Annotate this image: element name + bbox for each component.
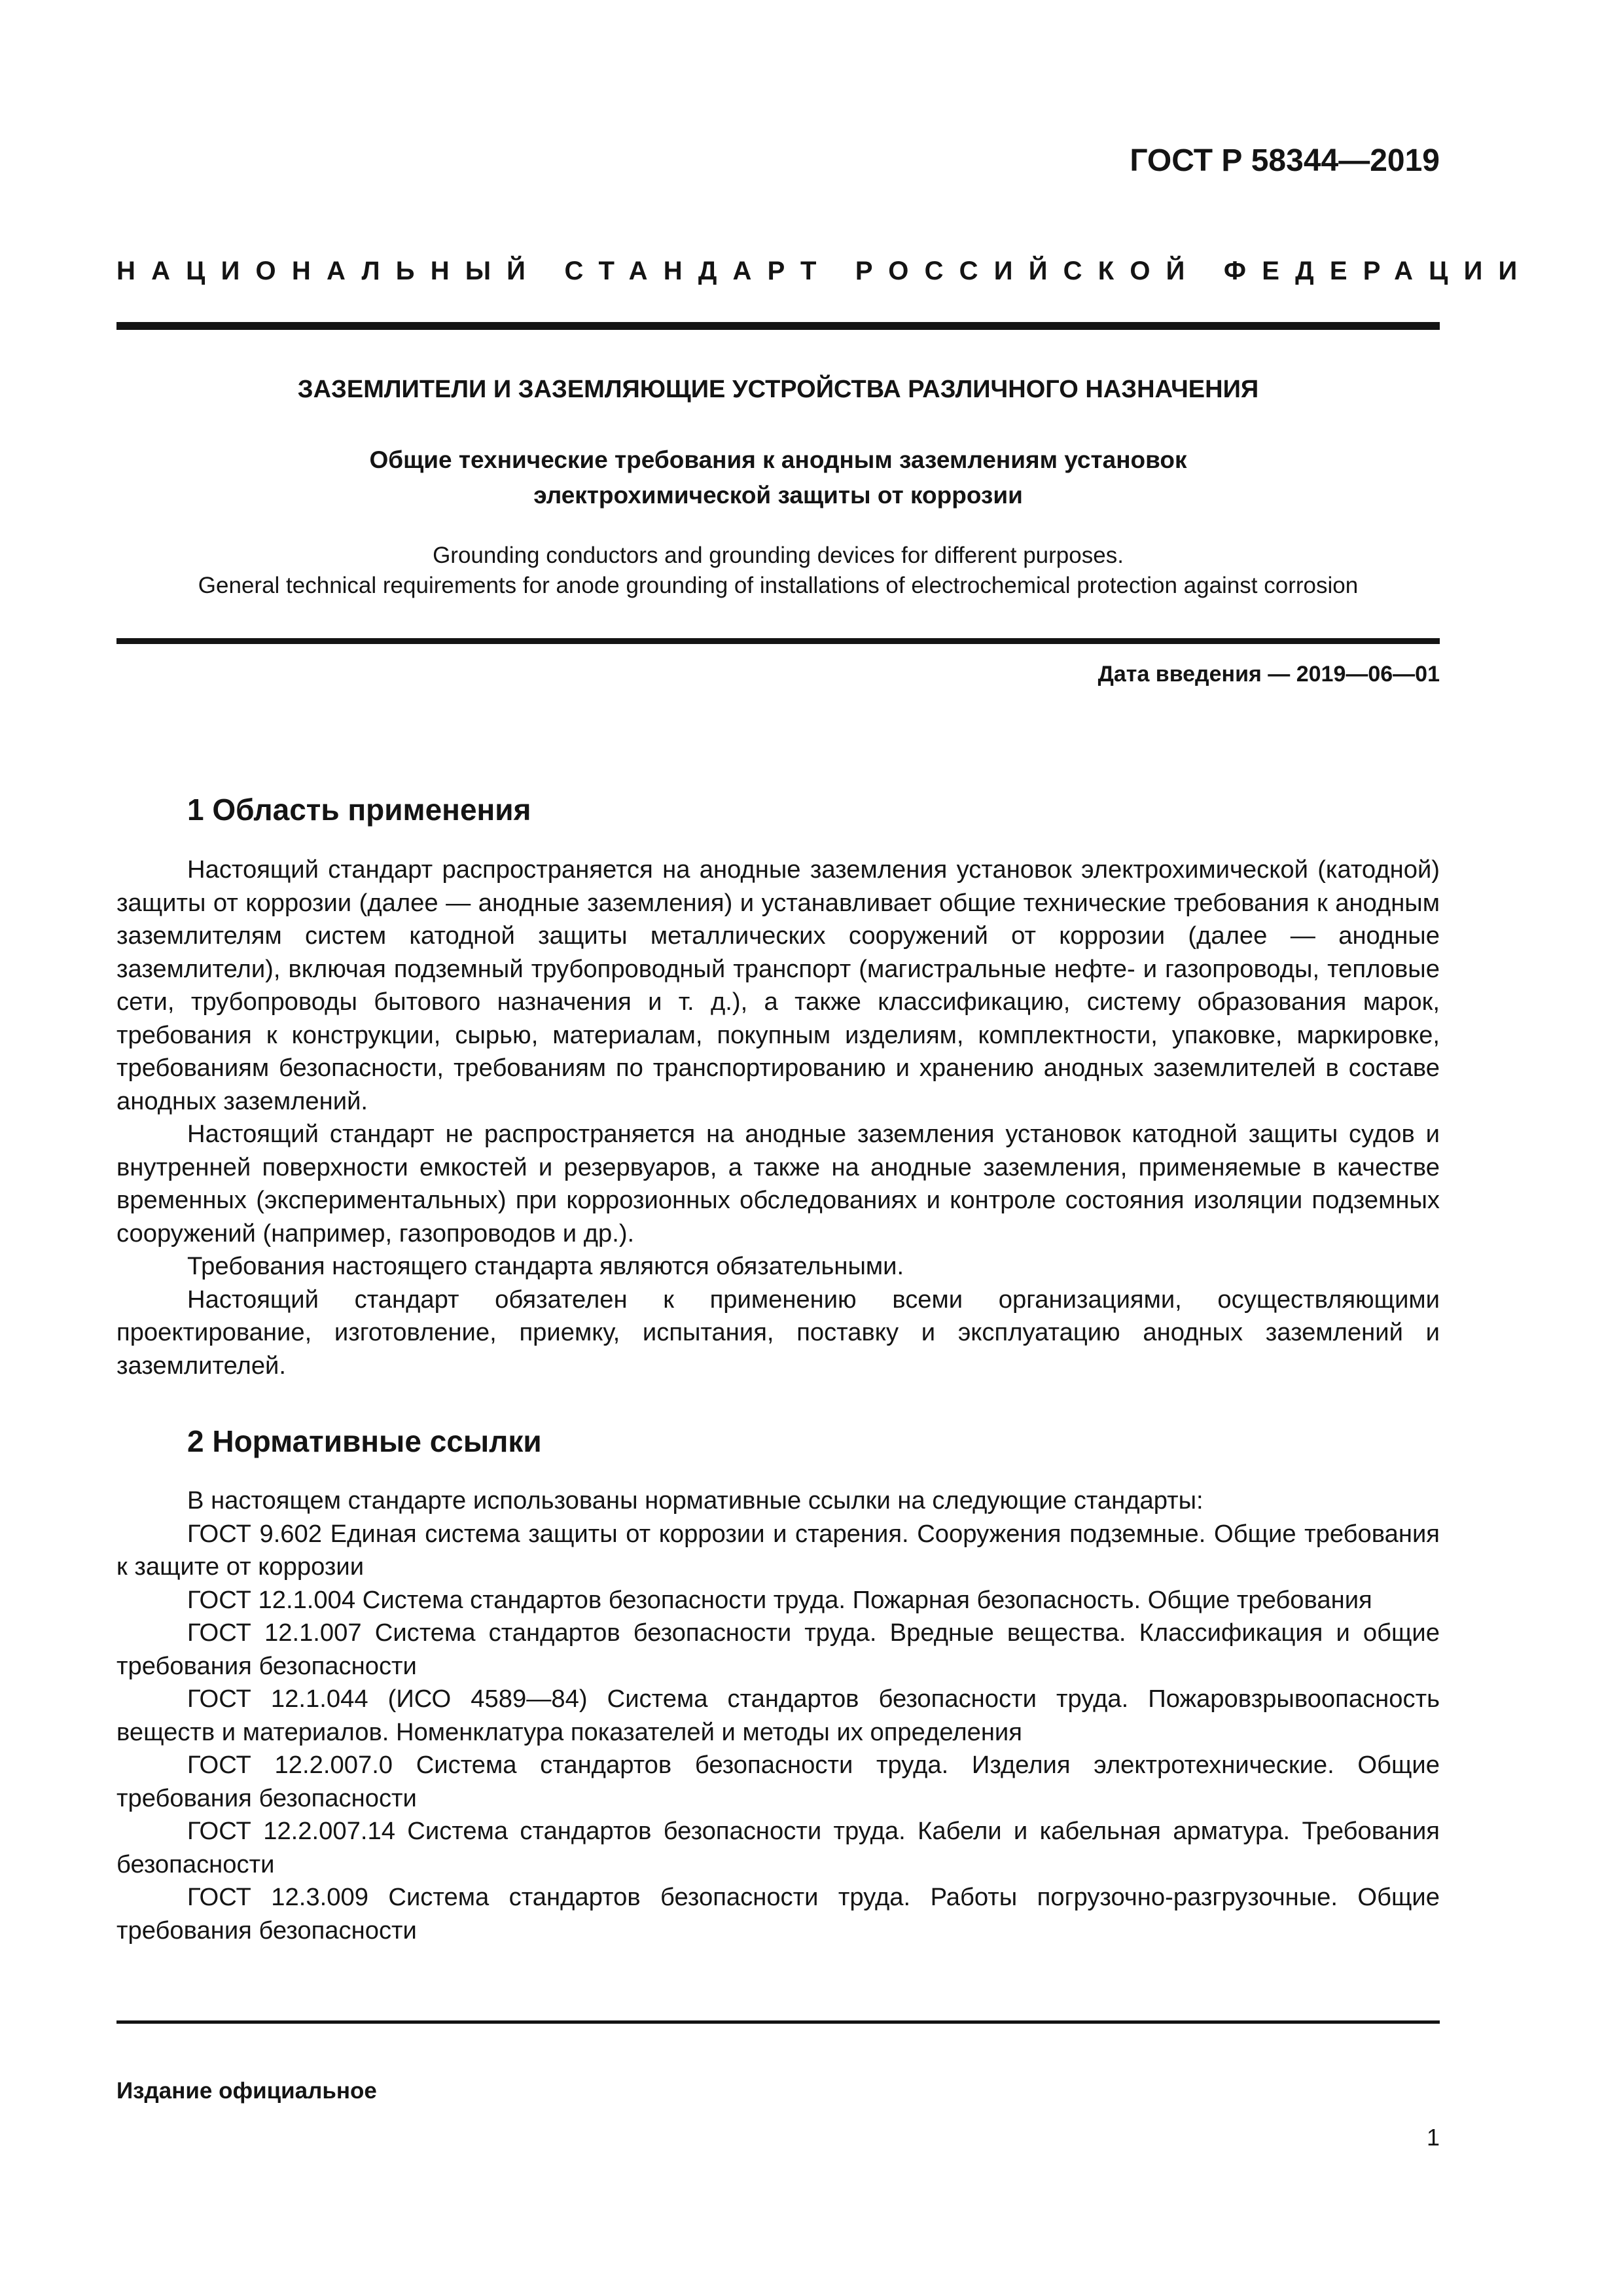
english-title-line: General technical requirements for anode grounding of installations of electrochemical protection against corrosion [198, 573, 1359, 598]
english-title-line: Grounding conductors and grounding devices for different purposes. [433, 543, 1124, 568]
section-heading: 2 Нормативные ссылки [187, 1424, 542, 1458]
national-standard-banner: НАЦИОНАЛЬНЫЙ СТАНДАРТ РОССИЙСКОЙ ФЕДЕРАЦИИ [116, 257, 1533, 285]
english-title [116, 541, 1440, 601]
document-page [116, 0, 1533, 2296]
reference-item: ГОСТ 9.602 Единая система защиты от коррозии и старения. Сооружения подземные. Общие требования к защите от коррозии [116, 1519, 1440, 1581]
paragraph: Требования настоящего стандарта являются обязательными. [187, 1252, 904, 1280]
paragraph: В настоящем стандарте использованы нормативные ссылки на следующие стандарты: [187, 1486, 1204, 1515]
edition-note: Издание официальное [116, 2078, 377, 2104]
paragraph: Настоящий стандарт не распространяется на анодные заземления установок катодной защиты судов и внутренней поверхности емкостей и резервуаров, а также на анодные заземления, применяемые в качестве временных (экспериментальных) при коррозионных обследованиях и контроле состояния изоляции подземных сооружений (например, газопроводов и др.). [116, 1120, 1440, 1247]
subtitle-line: электрохимической защиты от коррозии [533, 482, 1023, 509]
document-number: ГОСТ Р 58344—2019 [1130, 143, 1440, 178]
reference-item: ГОСТ 12.1.044 (ИСО 4589—84) Система стандартов безопасности труда. Пожаровзрывоопасность веществ и материалов. Номенклатура показателей и методы их определения [116, 1685, 1440, 1746]
reference-item: ГОСТ 12.1.007 Система стандартов безопасности труда. Вредные вещества. Классификация и общие требования безопасности [116, 1619, 1440, 1680]
reference-item: ГОСТ 12.3.009 Система стандартов безопасности труда. Работы погрузочно-разгрузочные. Общие требования безопасности [116, 1883, 1440, 1945]
section-body [116, 1484, 1440, 1947]
introduction-date: Дата введения — 2019—06—01 [1097, 662, 1440, 687]
paragraph: Настоящий стандарт обязателен к применению всеми организациями, осуществляющими проектирование, изготовление, приемку, испытания, поставку и эксплуатацию анодных заземлений и заземлителей. [116, 1285, 1440, 1380]
page-number: 1 [1426, 2124, 1440, 2151]
section-heading: 1 Область применения [187, 793, 531, 827]
footer-rule [116, 2020, 1440, 2024]
section-body [116, 853, 1440, 1382]
subtitle-line: Общие технические требования к анодным заземлениям установок [369, 446, 1187, 473]
reference-item: ГОСТ 12.2.007.0 Система стандартов безопасности труда. Изделия электротехнические. Общие требования безопасности [116, 1751, 1440, 1812]
title-rule [116, 638, 1440, 644]
reference-item: ГОСТ 12.2.007.14 Система стандартов безопасности труда. Кабели и кабельная арматура. Требования безопасности [116, 1817, 1440, 1878]
paragraph: Настоящий стандарт распространяется на анодные заземления установок электрохимической (катодной) защиты от коррозии (далее — анодные заземления) и устанавливает общие технические требования к анодным заземлителям систем катодной защиты металлических сооружений от коррозии (далее — анодные заземлители), включая подземный трубопроводный транспорт (магистральные нефте- и газопроводы, тепловые сети, трубопроводы бытового назначения и т. д.), а также классификацию, систему образования марок, требования к конструкции, сырью, материалам, покупным изделиям, комплектности, упаковке, маркировке, требованиям безопасности, требованиям по транспортированию и хранению анодных заземлителей в составе анодных заземлений. [116, 855, 1440, 1115]
document-title: ЗАЗЕМЛИТЕЛИ И ЗАЗЕМЛЯЮЩИЕ УСТРОЙСТВА РАЗЛИЧНОГО НАЗНАЧЕНИЯ [297, 376, 1259, 403]
reference-item: ГОСТ 12.1.004 Система стандартов безопасности труда. Пожарная безопасность. Общие требования [187, 1585, 1372, 1614]
header-rule [116, 322, 1440, 330]
document-subtitle [116, 442, 1440, 513]
